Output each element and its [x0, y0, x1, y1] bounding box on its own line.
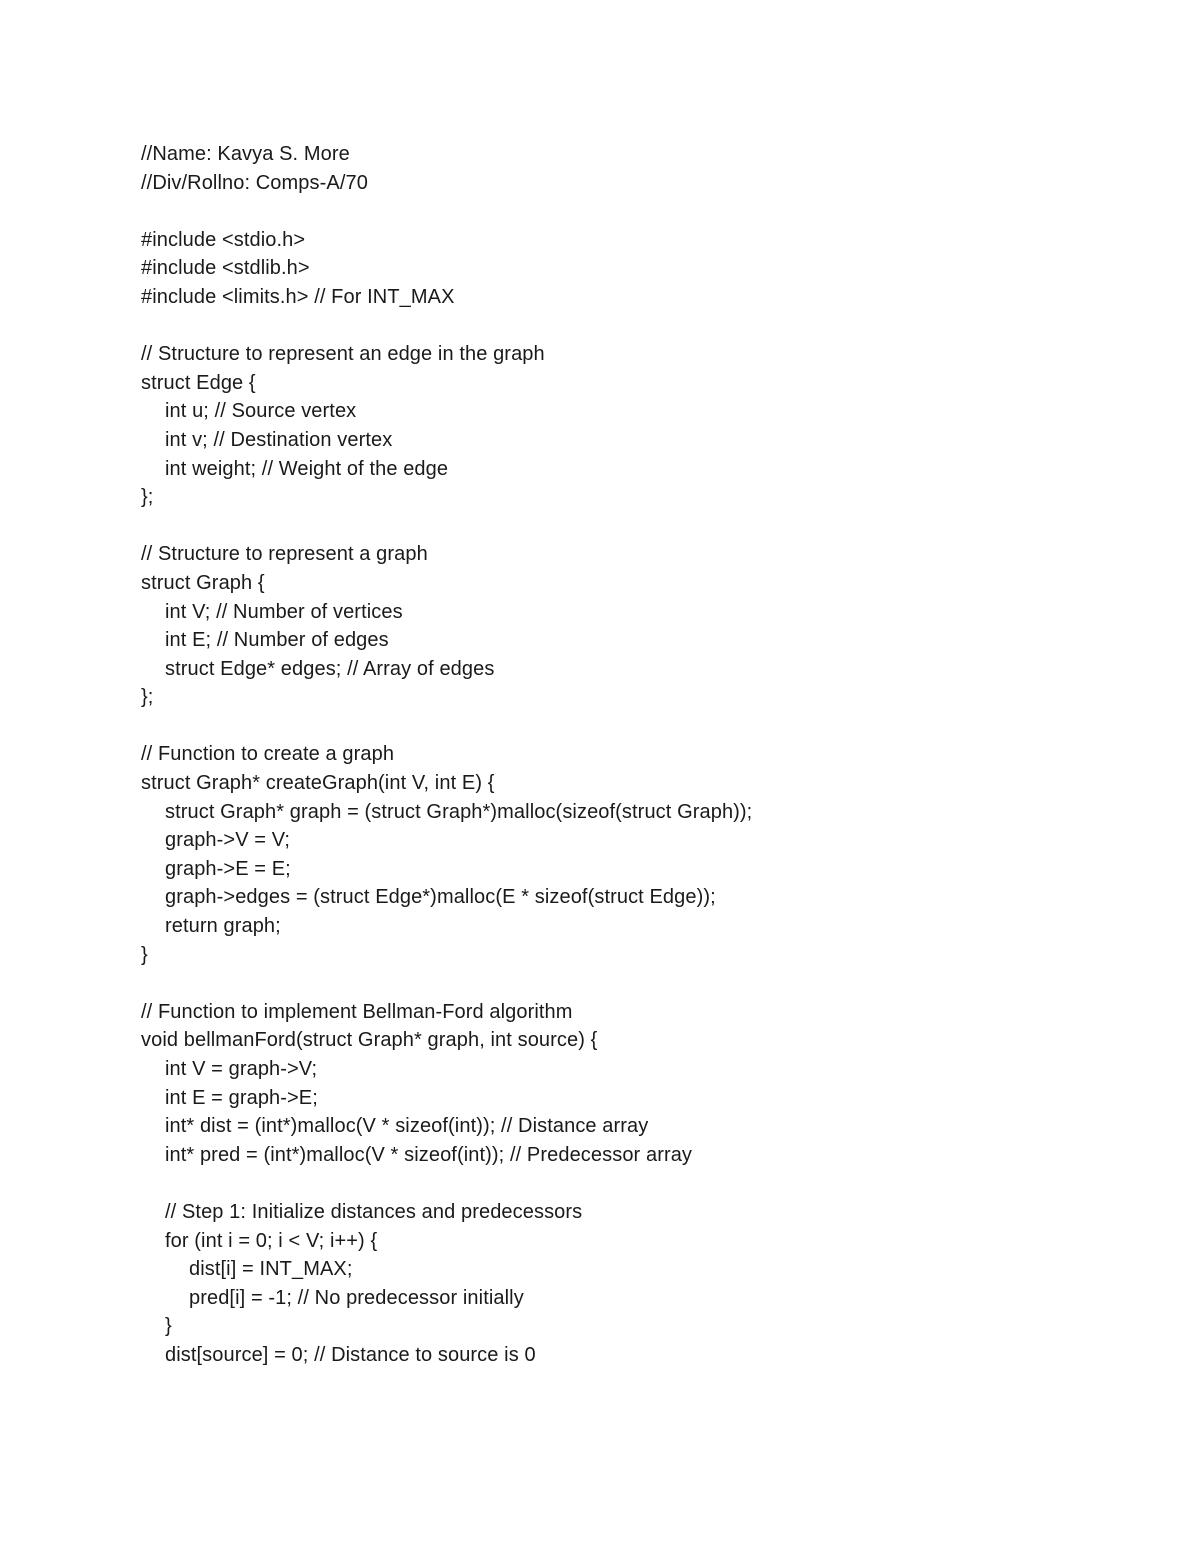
code-line: #include <limits.h> // For INT_MAX — [141, 285, 455, 308]
code-line: struct Graph { — [141, 571, 265, 594]
blank-line — [141, 512, 1101, 541]
code-line: // Function to implement Bellman-Ford algorithm — [141, 1000, 573, 1023]
code-line: graph->edges = (struct Edge*)malloc(E * sizeof(struct Edge)); — [165, 886, 716, 909]
code-line: } — [165, 1315, 172, 1338]
blank-line — [141, 969, 1101, 998]
code-line: struct Graph* createGraph(int V, int E) { — [141, 772, 495, 795]
code-line: dist[i] = INT_MAX; — [189, 1258, 353, 1281]
code-line: }; — [141, 486, 154, 509]
blank-line — [141, 197, 1101, 226]
code-line: dist[source] = 0; // Distance to source is 0 — [165, 1343, 536, 1366]
code-line: }; — [141, 686, 154, 709]
code-line: int v; // Destination vertex — [165, 428, 393, 451]
code-line: return graph; — [165, 915, 281, 938]
code-line: graph->V = V; — [165, 829, 291, 852]
code-line: // Function to create a graph — [141, 743, 395, 766]
code-line: #include <stdlib.h> — [141, 257, 310, 280]
code-line: int u; // Source vertex — [165, 400, 357, 423]
code-line: for (int i = 0; i < V; i++) { — [165, 1229, 378, 1252]
blank-line — [141, 312, 1101, 341]
code-line: int V = graph->V; — [165, 1058, 318, 1080]
code-line: int weight; // Weight of the edge — [165, 457, 449, 480]
code-line: void bellmanFord(struct Graph* graph, int source) { — [141, 1029, 598, 1052]
code-line: } — [141, 943, 148, 966]
blank-line — [141, 712, 1101, 741]
code-line: struct Edge { — [141, 371, 256, 394]
blank-line — [141, 1169, 1101, 1198]
code-line: pred[i] = -1; // No predecessor initially — [189, 1286, 524, 1309]
code-line: //Div/Rollno: Comps-A/70 — [141, 171, 368, 194]
code-line: int E; // Number of edges — [165, 629, 389, 652]
code-line: // Structure to represent a graph — [141, 543, 428, 566]
code-line: graph->E = E; — [165, 857, 291, 880]
code-line: struct Graph* graph = (struct Graph*)malloc(sizeof(struct Graph)); — [165, 800, 753, 823]
code-line: int* pred = (int*)malloc(V * sizeof(int)); // Predecessor array — [165, 1143, 693, 1166]
code-line: int E = graph->E; — [165, 1086, 318, 1109]
code-line: // Step 1: Initialize distances and predecessors — [165, 1200, 583, 1223]
code-line: struct Edge* edges; // Array of edges — [165, 657, 495, 680]
code-line: int* dist = (int*)malloc(V * sizeof(int)); // Distance array — [165, 1115, 649, 1138]
code-line: // Structure to represent an edge in the graph — [141, 343, 545, 366]
code-line: #include <stdio.h> — [141, 228, 306, 251]
code-line: //Name: Kavya S. More — [141, 143, 350, 165]
code-listing — [141, 140, 1101, 1370]
code-line: int V; // Number of vertices — [165, 600, 403, 623]
